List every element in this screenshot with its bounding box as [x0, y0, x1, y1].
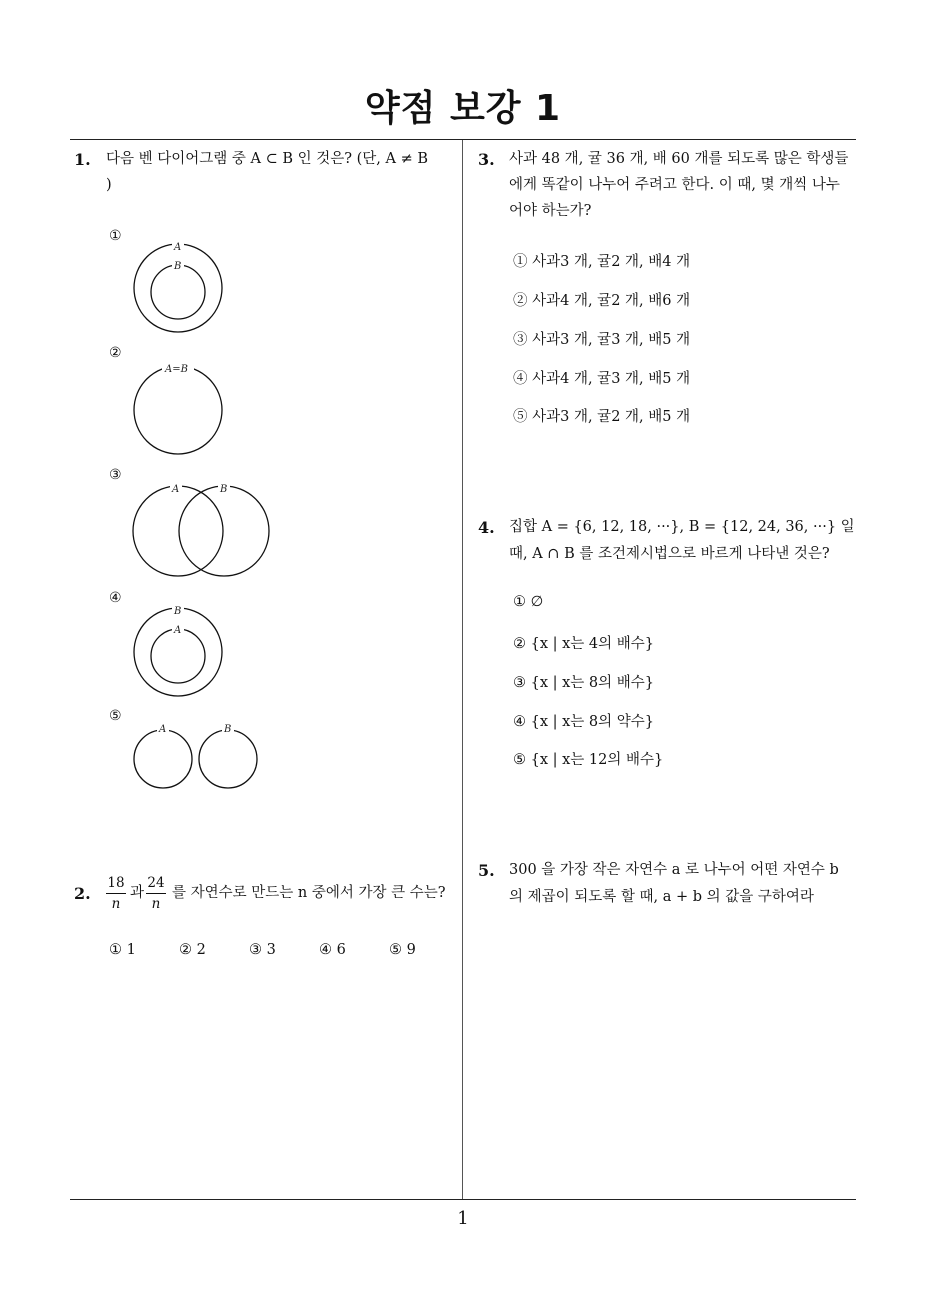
answer-option[interactable]: ③ 사과3 개, 귤3 개, 배5 개: [513, 332, 691, 348]
set-label: B: [224, 724, 232, 735]
choice-mark[interactable]: ③: [109, 467, 122, 483]
question-text: 를 자연수로 만드는 n 중에서 가장 큰 수는?: [172, 885, 446, 901]
numerator: 18: [107, 875, 125, 891]
answer-option[interactable]: ④ 사과4 개, 귤3 개, 배5 개: [513, 371, 691, 387]
answer-option[interactable]: ⑤ 사과3 개, 귤2 개, 배5 개: [513, 409, 691, 425]
question-text: 때, A ∩ B 를 조건제시법으로 바르게 나타낸 것은?: [509, 546, 830, 562]
answer-option[interactable]: ⑤ {x | x는 12의 배수}: [513, 752, 664, 768]
set-label: A: [159, 724, 167, 735]
conjunction: 과: [130, 885, 145, 901]
venn-diagram-3: [128, 480, 274, 582]
answer-option[interactable]: ② 2: [179, 942, 206, 958]
question-number: 4.: [478, 518, 495, 537]
fraction-24-over-n: [146, 874, 166, 913]
set-label: B: [174, 261, 182, 272]
page-number: 1: [457, 1208, 469, 1229]
answer-option[interactable]: ④ 6: [319, 942, 346, 958]
question-number: 3.: [478, 150, 495, 169]
bottom-rule: [70, 1199, 856, 1200]
set-label: B: [174, 606, 182, 617]
question-text: 다음 벤 다이어그램 중 A ⊂ B 인 것은? (단, A ≠ B: [106, 151, 428, 167]
set-label: B: [220, 484, 228, 495]
answer-option[interactable]: ① 1: [109, 942, 136, 958]
page-title: 약점 보강 1: [364, 88, 562, 129]
venn-diagram-1: [128, 238, 228, 338]
choice-mark[interactable]: ⑤: [109, 708, 122, 724]
answer-option[interactable]: ③ {x | x는 8의 배수}: [513, 675, 654, 691]
set-label: A: [174, 625, 182, 636]
top-rule: [70, 139, 856, 140]
numerator: 24: [147, 875, 165, 891]
set-label: A: [172, 484, 180, 495]
venn-diagram-5: [128, 722, 264, 792]
answer-option[interactable]: ① 사과3 개, 귤2 개, 배4 개: [513, 254, 691, 270]
question-text: 사과 48 개, 귤 36 개, 배 60 개를 되도록 많은 학생들: [509, 151, 849, 167]
answer-option[interactable]: ② {x | x는 4의 배수}: [513, 636, 654, 652]
fraction-18-over-n: [106, 874, 126, 913]
answer-option[interactable]: ① ∅: [513, 594, 544, 610]
column-divider: [462, 140, 463, 1200]
question-text: 의 제곱이 되도록 할 때, a + b 의 값을 구하여라: [509, 889, 814, 905]
question-text: 300 을 가장 작은 자연수 a 로 나누어 어떤 자연수 b: [509, 862, 839, 878]
choice-mark[interactable]: ②: [109, 345, 122, 361]
venn-diagram-4: [128, 602, 228, 702]
denominator: n: [111, 896, 121, 912]
question-number: 2.: [74, 884, 91, 903]
answer-option[interactable]: ③ 3: [249, 942, 276, 958]
venn-diagram-2: [128, 360, 228, 460]
question-text: 집합 A = {6, 12, 18, ···}, B = {12, 24, 36, ···} 일: [509, 519, 855, 535]
choice-mark[interactable]: ①: [109, 228, 122, 244]
question-number: 1.: [74, 150, 91, 169]
question-text: 어야 하는가?: [509, 203, 592, 219]
denominator: n: [151, 896, 161, 912]
choice-mark[interactable]: ④: [109, 590, 122, 606]
question-text: ): [106, 177, 112, 193]
set-label: A: [174, 242, 182, 253]
set-label: A=B: [165, 364, 188, 375]
answer-option[interactable]: ⑤ 9: [389, 942, 416, 958]
question-text: 에게 똑같이 나누어 주려고 한다. 이 때, 몇 개씩 나누: [509, 177, 840, 193]
question-number: 5.: [478, 861, 495, 880]
answer-option[interactable]: ④ {x | x는 8의 약수}: [513, 714, 654, 730]
answer-option[interactable]: ② 사과4 개, 귤2 개, 배6 개: [513, 293, 691, 309]
